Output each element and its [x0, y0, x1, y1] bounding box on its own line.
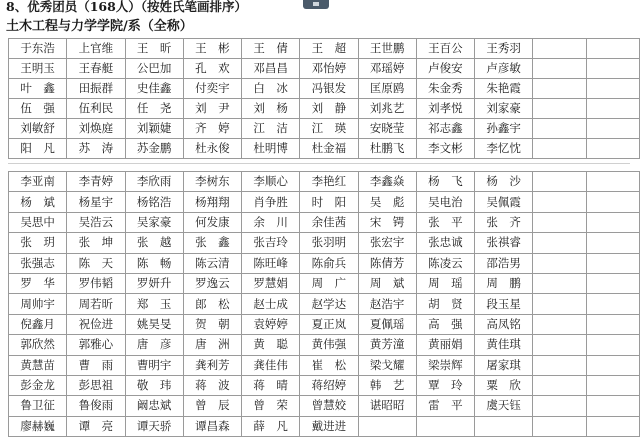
member-name-cell: 周 斌: [358, 273, 416, 293]
member-name-cell: 时 阳: [300, 192, 358, 212]
member-name-cell: 吴家豪: [125, 212, 183, 232]
member-name-cell: 杨 沙: [475, 172, 533, 192]
department-title: 土木工程与力学学院/系（全称）: [6, 19, 193, 34]
member-name-cell: 张宏宇: [358, 233, 416, 253]
member-name-cell: 郭欣然: [9, 335, 67, 355]
member-name-cell: 胡 贤: [416, 294, 474, 314]
member-name-cell: 郭雅心: [67, 335, 125, 355]
member-name-cell: [533, 335, 586, 355]
table-row: [9, 233, 640, 253]
member-name-cell: 吴佩霞: [475, 192, 533, 212]
member-name-cell: 蒋 波: [183, 375, 241, 395]
member-name-cell: 李文彬: [416, 139, 474, 159]
member-name-cell: 夏正岚: [300, 314, 358, 334]
member-name-cell: 邵浩男: [475, 253, 533, 273]
member-name-cell: 龚佳伟: [242, 355, 300, 375]
member-name-cell: 付奕宇: [183, 79, 241, 99]
member-name-cell: [586, 59, 639, 79]
member-name-cell: 刘颖婕: [125, 119, 183, 139]
member-name-cell: 吴浩云: [67, 212, 125, 232]
table-row: [9, 99, 640, 119]
member-name-cell: 邓昌昌: [242, 59, 300, 79]
member-name-cell: 王春艇: [67, 59, 125, 79]
member-name-cell: 公巴加: [125, 59, 183, 79]
member-name-cell: 吴 彪: [358, 192, 416, 212]
member-name-cell: 王 超: [300, 39, 358, 59]
table-row: [9, 375, 640, 395]
member-name-cell: [586, 294, 639, 314]
member-name-cell: [533, 355, 586, 375]
member-name-cell: 刘兆艺: [358, 99, 416, 119]
table-row: [9, 294, 640, 314]
member-name-cell: 苏金鹏: [125, 139, 183, 159]
member-name-cell: 郑 玉: [125, 294, 183, 314]
member-name-cell: 朱金秀: [416, 79, 474, 99]
member-name-cell: 杨 斌: [9, 192, 67, 212]
member-name-cell: 伍利民: [67, 99, 125, 119]
member-name-cell: [586, 273, 639, 293]
member-name-cell: [533, 273, 586, 293]
member-name-cell: [533, 139, 586, 159]
member-name-cell: [533, 396, 586, 416]
member-name-cell: [533, 119, 586, 139]
member-name-cell: 罗妍升: [125, 273, 183, 293]
member-name-cell: 罗 华: [9, 273, 67, 293]
member-name-cell: [533, 294, 586, 314]
member-name-cell: [586, 416, 639, 436]
member-name-cell: 戴进进: [300, 416, 358, 436]
member-name-cell: 张 鑫: [183, 233, 241, 253]
member-name-cell: 余佳茜: [300, 212, 358, 232]
member-name-cell: 孙鑫宇: [475, 119, 533, 139]
member-name-cell: 段玉星: [475, 294, 533, 314]
member-name-cell: 杜金福: [300, 139, 358, 159]
table-row: [9, 355, 640, 375]
table-row: [9, 212, 640, 232]
member-name-cell: [586, 253, 639, 273]
member-name-cell: 上官维: [67, 39, 125, 59]
member-name-cell: 孔 欢: [183, 59, 241, 79]
member-name-cell: 谭天骄: [125, 416, 183, 436]
member-name-cell: 陈俞兵: [300, 253, 358, 273]
member-name-cell: [416, 416, 474, 436]
member-name-cell: 肖争胜: [242, 192, 300, 212]
page-tab-icon: [303, 0, 329, 9]
member-name-cell: 蒋绍婷: [300, 375, 358, 395]
member-name-cell: [586, 335, 639, 355]
member-name-cell: 何发康: [183, 212, 241, 232]
member-name-cell: 崔 松: [300, 355, 358, 375]
member-name-cell: 阳 凡: [9, 139, 67, 159]
member-name-cell: 祁志鑫: [416, 119, 474, 139]
member-name-cell: 谭 亮: [67, 416, 125, 436]
member-name-cell: 李青婷: [67, 172, 125, 192]
member-name-cell: [586, 355, 639, 375]
member-name-cell: 邓怡婷: [300, 59, 358, 79]
member-name-cell: 李顺心: [242, 172, 300, 192]
member-name-cell: 贺 朝: [183, 314, 241, 334]
member-name-cell: 周若昕: [67, 294, 125, 314]
member-name-cell: 雷 平: [416, 396, 474, 416]
member-name-cell: [533, 99, 586, 119]
member-name-cell: 杨翔翔: [183, 192, 241, 212]
member-name-cell: 阚忠斌: [125, 396, 183, 416]
member-name-cell: 黄丽娟: [416, 335, 474, 355]
member-name-cell: 刘敏舒: [9, 119, 67, 139]
member-name-cell: 朱艳霞: [475, 79, 533, 99]
member-name-cell: [533, 253, 586, 273]
member-name-cell: 黄芳潼: [358, 335, 416, 355]
member-name-cell: [533, 192, 586, 212]
member-name-cell: 郎 松: [183, 294, 241, 314]
member-name-cell: [533, 233, 586, 253]
member-name-cell: 唐 彦: [125, 335, 183, 355]
member-name-cell: 刘家豪: [475, 99, 533, 119]
member-name-cell: 谭昌森: [183, 416, 241, 436]
member-name-cell: 廖赫巍: [9, 416, 67, 436]
member-name-cell: [358, 416, 416, 436]
member-name-cell: 李忆忱: [475, 139, 533, 159]
member-name-cell: 高 强: [416, 314, 474, 334]
member-name-cell: 罗慧娟: [242, 273, 300, 293]
member-name-cell: 李艳红: [300, 172, 358, 192]
member-name-cell: 周 瑶: [416, 273, 474, 293]
member-name-cell: [586, 39, 639, 59]
member-name-cell: 虞天钰: [475, 396, 533, 416]
page-break-divider: [8, 163, 630, 164]
member-name-cell: 王 彬: [183, 39, 241, 59]
member-name-cell: 赵学达: [300, 294, 358, 314]
member-name-cell: 齐 婷: [183, 119, 241, 139]
member-name-cell: 刘 静: [300, 99, 358, 119]
member-name-cell: 安晓莹: [358, 119, 416, 139]
member-name-cell: 张 坤: [67, 233, 125, 253]
table-row: [9, 253, 640, 273]
member-name-cell: 倪鑫月: [9, 314, 67, 334]
member-table-part-2: [8, 171, 640, 437]
member-name-cell: 刘孝悦: [416, 99, 474, 119]
member-name-cell: 王 倩: [242, 39, 300, 59]
member-name-cell: 曹 雨: [67, 355, 125, 375]
table-row: [9, 314, 640, 334]
member-name-cell: 张祺睿: [475, 233, 533, 253]
member-name-cell: 李树东: [183, 172, 241, 192]
member-name-cell: [586, 79, 639, 99]
member-name-cell: 吴电治: [416, 192, 474, 212]
member-name-cell: 杨星宇: [67, 192, 125, 212]
member-name-cell: 陈云清: [183, 253, 241, 273]
member-name-cell: 苏 涛: [67, 139, 125, 159]
member-name-cell: 谌昭昭: [358, 396, 416, 416]
member-name-cell: 白 冰: [242, 79, 300, 99]
member-name-cell: [533, 172, 586, 192]
member-name-cell: 王百公: [416, 39, 474, 59]
member-name-cell: 张 越: [125, 233, 183, 253]
member-name-cell: [586, 172, 639, 192]
member-name-cell: 卢彦敏: [475, 59, 533, 79]
member-name-cell: 任 尧: [125, 99, 183, 119]
member-name-cell: [533, 59, 586, 79]
member-table-part-1: [8, 38, 640, 159]
member-name-cell: 王 昕: [125, 39, 183, 59]
member-name-cell: 江 洁: [242, 119, 300, 139]
member-name-cell: 陈 畅: [125, 253, 183, 273]
member-name-cell: 陈 天: [67, 253, 125, 273]
table-row: [9, 335, 640, 355]
table-row: [9, 79, 640, 99]
member-name-cell: 张 玥: [9, 233, 67, 253]
member-name-cell: 李欣雨: [125, 172, 183, 192]
member-name-cell: 杜明博: [242, 139, 300, 159]
member-name-cell: 陈凌云: [416, 253, 474, 273]
member-name-cell: [533, 416, 586, 436]
member-name-cell: 王秀羽: [475, 39, 533, 59]
member-name-cell: 姚昊旻: [125, 314, 183, 334]
member-name-cell: 张吉玲: [242, 233, 300, 253]
member-name-cell: 匡原鸥: [358, 79, 416, 99]
table-row: [9, 119, 640, 139]
member-name-cell: 龚利芳: [183, 355, 241, 375]
table-row: [9, 396, 640, 416]
member-name-cell: [533, 314, 586, 334]
member-name-cell: 屠家琪: [475, 355, 533, 375]
member-name-cell: 李亚南: [9, 172, 67, 192]
member-name-cell: [586, 119, 639, 139]
member-name-cell: 王明玉: [9, 59, 67, 79]
member-name-cell: 祝俭进: [67, 314, 125, 334]
member-name-cell: 史佳鑫: [125, 79, 183, 99]
member-name-cell: [475, 416, 533, 436]
member-name-cell: 叶 鑫: [9, 79, 67, 99]
member-name-cell: 梁戈耀: [358, 355, 416, 375]
member-name-cell: [586, 192, 639, 212]
member-name-cell: 鲁俊雨: [67, 396, 125, 416]
member-name-cell: [533, 212, 586, 232]
member-name-cell: 刘 杨: [242, 99, 300, 119]
member-name-cell: 黄 聪: [242, 335, 300, 355]
member-name-cell: 彭思祖: [67, 375, 125, 395]
member-name-cell: 梁崇辉: [416, 355, 474, 375]
member-name-cell: 张忠诚: [416, 233, 474, 253]
table-row: [9, 172, 640, 192]
member-name-cell: 张羽明: [300, 233, 358, 253]
member-name-cell: [586, 396, 639, 416]
member-name-cell: [586, 375, 639, 395]
member-name-cell: [533, 79, 586, 99]
member-name-cell: 张 平: [416, 212, 474, 232]
member-name-cell: 曾慧姣: [300, 396, 358, 416]
member-name-cell: 袁婷婷: [242, 314, 300, 334]
member-name-cell: 吴思中: [9, 212, 67, 232]
member-name-cell: 杜鹏飞: [358, 139, 416, 159]
table-row: [9, 139, 640, 159]
member-name-cell: 江 瑛: [300, 119, 358, 139]
member-name-cell: 邓瑶婷: [358, 59, 416, 79]
table-row: [9, 416, 640, 436]
member-name-cell: 覃 玲: [416, 375, 474, 395]
member-name-cell: 高凤铭: [475, 314, 533, 334]
member-name-cell: [586, 99, 639, 119]
member-name-cell: 曹明宇: [125, 355, 183, 375]
member-name-cell: 罗伟韬: [67, 273, 125, 293]
member-name-cell: 李鑫焱: [358, 172, 416, 192]
member-name-cell: [586, 314, 639, 334]
member-name-cell: 宋 锷: [358, 212, 416, 232]
member-name-cell: 粟 欣: [475, 375, 533, 395]
member-name-cell: [533, 375, 586, 395]
member-name-cell: 罗逸云: [183, 273, 241, 293]
member-name-cell: 刘 尹: [183, 99, 241, 119]
member-name-cell: 杨 飞: [416, 172, 474, 192]
member-name-cell: 陈旺峰: [242, 253, 300, 273]
member-name-cell: 鲁卫征: [9, 396, 67, 416]
member-name-cell: 夏佩瑶: [358, 314, 416, 334]
member-name-cell: 刘焕庭: [67, 119, 125, 139]
member-name-cell: 赵士成: [242, 294, 300, 314]
member-name-cell: 黄慧苗: [9, 355, 67, 375]
member-name-cell: 黄佳琪: [475, 335, 533, 355]
member-name-cell: [586, 233, 639, 253]
member-name-cell: 冯银发: [300, 79, 358, 99]
member-name-cell: 周 鹏: [475, 273, 533, 293]
member-name-cell: 于东浩: [9, 39, 67, 59]
member-name-cell: 曾 辰: [183, 396, 241, 416]
member-name-cell: 唐 洲: [183, 335, 241, 355]
table-row: [9, 39, 640, 59]
table-row: [9, 273, 640, 293]
member-name-cell: 杜永俊: [183, 139, 241, 159]
member-name-cell: 曾 荣: [242, 396, 300, 416]
table-row: [9, 192, 640, 212]
section-heading: 8、优秀团员（168人）（按姓氏笔画排序）: [6, 0, 248, 14]
member-name-cell: 张强志: [9, 253, 67, 273]
member-name-cell: 伍 强: [9, 99, 67, 119]
member-name-cell: 彭金龙: [9, 375, 67, 395]
member-name-cell: [533, 39, 586, 59]
member-name-cell: 薛 凡: [242, 416, 300, 436]
member-name-cell: 敬 玮: [125, 375, 183, 395]
member-name-cell: 王世鹏: [358, 39, 416, 59]
member-name-cell: 余 川: [242, 212, 300, 232]
member-name-cell: 杨铭浩: [125, 192, 183, 212]
member-name-cell: 周帅宇: [9, 294, 67, 314]
member-name-cell: [586, 212, 639, 232]
member-name-cell: 卢俊安: [416, 59, 474, 79]
member-name-cell: 韩 艺: [358, 375, 416, 395]
member-name-cell: 陈倩芳: [358, 253, 416, 273]
table-row: [9, 59, 640, 79]
member-name-cell: 赵浩宇: [358, 294, 416, 314]
member-name-cell: 周 广: [300, 273, 358, 293]
member-name-cell: 蒋 晴: [242, 375, 300, 395]
member-name-cell: 田振群: [67, 79, 125, 99]
member-name-cell: 黄伟强: [300, 335, 358, 355]
member-name-cell: [586, 139, 639, 159]
member-name-cell: 张 齐: [475, 212, 533, 232]
